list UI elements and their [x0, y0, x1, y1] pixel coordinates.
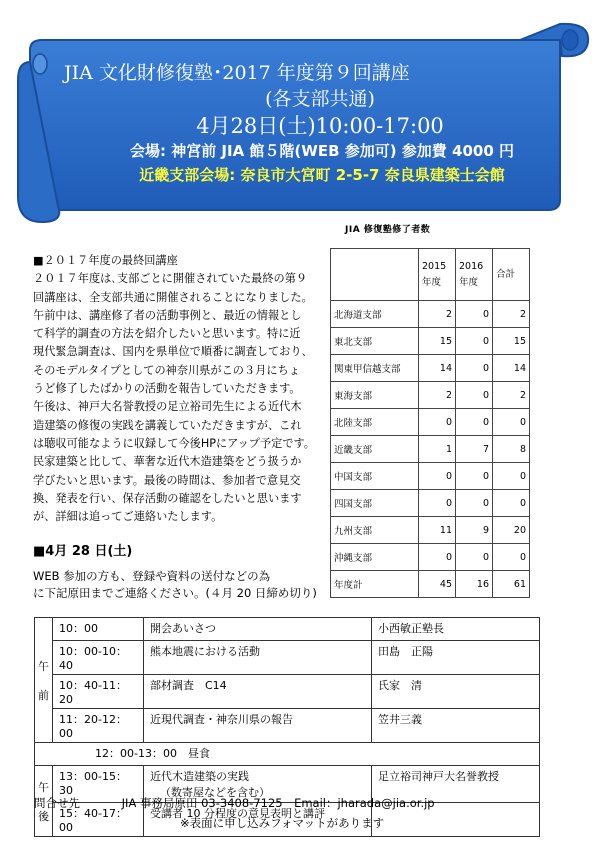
schedule-event: 受講者 10 分程度の意見表明と講評 [144, 803, 372, 837]
stats-value-2015: 14 [419, 355, 456, 382]
stats-value-2015: 2 [419, 382, 456, 409]
stats-value-2016: 0 [456, 355, 493, 382]
stats-value-total: 0 [493, 409, 530, 436]
schedule-time: 10：00-10：40 [53, 641, 144, 675]
stats-value-total: 8 [493, 436, 530, 463]
table-row [331, 301, 530, 328]
stats-value-total: 61 [493, 571, 530, 598]
intro-line: うど修了したばかりの活動を報告していただきます。 [33, 382, 301, 396]
stats-branch-name: 四国支部 [331, 490, 419, 517]
stats-value-total: 2 [493, 382, 530, 409]
back-note: ※表面に申し込みフォマットがあります [180, 816, 385, 830]
intro-line: ２０１７年度は､支部ごとに開催されていた最終の第９ [33, 272, 308, 286]
banner-venue: 会場: 神宮前 JIA 館５階(WEB 参加可) 参加費 4000 円 [129, 142, 514, 160]
table-row [331, 490, 530, 517]
schedule-speaker: 笠井三義 [372, 709, 540, 743]
stats-branch-name: 中国支部 [331, 463, 419, 490]
schedule-event: 近代木造建築の実践 （数寄屋などを含む） [144, 766, 372, 803]
schedule-time: 10：00 [53, 618, 144, 641]
stats-value-2016: 0 [456, 490, 493, 517]
contact-text: JIA 事務局原田 03-3408-7125 Email：jharada@jia.or.jp [121, 796, 435, 810]
stats-value-total: 0 [493, 544, 530, 571]
banner-kinki-venue: 近畿支部会場: 奈良市大宮町 2-5-7 奈良県建築士会館 [139, 166, 505, 184]
intro-line: 学びたいと思います。最後の時間は、参加者で意見交 [33, 473, 301, 487]
schedule-lunch: 12：00-13：00 昼食 [35, 743, 540, 766]
intro-line: 造建築の修復の実践を講義していただきますが、これ [33, 418, 302, 432]
table-row [331, 463, 530, 490]
intro-line: 換、発表を行い、保存活動の確認をしたいと思います [33, 491, 302, 505]
intro-section [33, 252, 328, 526]
stats-branch-name: 北陸支部 [331, 409, 419, 436]
schedule-speaker: 氏家 清 [372, 675, 540, 709]
table-row [331, 355, 530, 382]
stats-value-2015: 2 [419, 301, 456, 328]
banner-subtitle: (各支部共通) [265, 88, 375, 110]
stats-value-2015: 0 [419, 409, 456, 436]
schedule-speaker: 足立裕司神戸大名誉教授 [372, 766, 540, 803]
table-row [331, 517, 530, 544]
table-row [35, 743, 540, 766]
contact-info [34, 795, 435, 811]
schedule-time: 10：40-11：20 [53, 675, 144, 709]
banner-title: JIA 文化財修復塾･2017 年度第９回講座 [64, 62, 410, 84]
web-note-line: WEB 参加の方も、登録や資料の送付などの為 [33, 569, 271, 583]
table-row [35, 709, 540, 743]
web-note-line: に下記原田までご連絡ください。(４月 20 日締め切り) [33, 586, 317, 600]
am-label: 午 前 [35, 618, 53, 743]
table-row [35, 618, 540, 641]
stats-value-2016: 0 [456, 409, 493, 436]
table-row [331, 382, 530, 409]
stats-value-total: 15 [493, 328, 530, 355]
schedule-event: 近現代調査・神奈川県の報告 [144, 709, 372, 743]
stats-value-total: 20 [493, 517, 530, 544]
table-row [331, 409, 530, 436]
schedule-event: 熊本地震における活動 [144, 641, 372, 675]
table-row [35, 641, 540, 675]
stats-header-2015: 2015 年度 [419, 249, 456, 301]
table-row [331, 571, 530, 598]
stats-branch-name: 北海道支部 [331, 301, 419, 328]
intro-line: そのモデルタイプとしての神奈川県がこの３月にちょ [33, 363, 300, 377]
stats-value-2016: 16 [456, 571, 493, 598]
stats-header-2016: 2016 年度 [456, 249, 493, 301]
stats-value-2016: 0 [456, 301, 493, 328]
intro-line: 午前中は、講座修了者の活動事例と、最近の情報とし [33, 308, 302, 322]
stats-branch-name: 近畿支部 [331, 436, 419, 463]
stats-value-2015: 0 [419, 544, 456, 571]
schedule-time: 15：40-17：00 [53, 803, 144, 837]
stats-value-2016: 0 [456, 382, 493, 409]
stats-branch-name: 関東甲信越支部 [331, 355, 419, 382]
stats-value-total: 2 [493, 301, 530, 328]
stats-value-2015: 15 [419, 328, 456, 355]
intro-line: は聴収可能なように収録して今後HPにアップ予定です。 [33, 436, 315, 450]
banner-datetime: 4月28日(土)10:00-17:00 [196, 114, 444, 138]
stats-value-2015: 1 [419, 436, 456, 463]
table-row [35, 675, 540, 709]
stats-value-2016: 7 [456, 436, 493, 463]
stats-value-2015: 11 [419, 517, 456, 544]
stats-branch-name: 九州支部 [331, 517, 419, 544]
table-row [331, 436, 530, 463]
stats-branch-name: 沖縄支部 [331, 544, 419, 571]
stats-table [330, 248, 530, 598]
stats-value-2015: 0 [419, 490, 456, 517]
stats-value-2016: 0 [456, 544, 493, 571]
intro-line: 民家建築と比して、華奢な近代木造建築をどう扱うか [33, 455, 302, 469]
stats-value-2015: 45 [419, 571, 456, 598]
intro-line: 午後は、神戸大名誉教授の足立裕司先生による近代木 [33, 400, 302, 414]
stats-value-total: 14 [493, 355, 530, 382]
stats-value-2015: 0 [419, 463, 456, 490]
stats-branch-name: 東海支部 [331, 382, 419, 409]
stats-value-2016: 0 [456, 328, 493, 355]
intro-line: て科学的調査の方法を紹介したいと思います。特に近 [33, 327, 301, 341]
stats-value-total: 0 [493, 490, 530, 517]
web-note [33, 568, 317, 602]
intro-line: 回講座は、全支部共通に開催されることになりました。 [33, 290, 313, 304]
stats-header-total: 合計 [493, 249, 530, 301]
session-date: ■4月 28 日(土) [33, 544, 133, 559]
intro-heading: ■２０１７年度の最終回講座 [33, 254, 178, 267]
intro-line: が、詳細は追ってご連絡いたします。 [33, 510, 223, 524]
stats-header-empty [331, 249, 419, 301]
intro-line: 現代緊急調査は、国内を県単位で順番に調査しており、 [33, 345, 313, 359]
schedule-time: 13：00-15：30 [53, 766, 144, 803]
schedule-speaker: 田島 正陽 [372, 641, 540, 675]
stats-value-2016: 9 [456, 517, 493, 544]
stats-value-2016: 0 [456, 463, 493, 490]
schedule-speaker: 小西敏正塾長 [372, 618, 540, 641]
schedule-time: 11：20-12：00 [53, 709, 144, 743]
stats-branch-name: 年度計 [331, 571, 419, 598]
pm-label: 午 後 [35, 766, 53, 837]
table-row [331, 328, 530, 355]
stats-branch-name: 東北支部 [331, 328, 419, 355]
table-row [331, 544, 530, 571]
schedule-event: 開会あいさつ [144, 618, 372, 641]
stats-title: JIA 修復塾修了者数 [345, 225, 431, 235]
schedule-event: 部材調査 C14 [144, 675, 372, 709]
stats-value-total: 0 [493, 463, 530, 490]
contact-label: 問合せ先 [34, 796, 80, 810]
